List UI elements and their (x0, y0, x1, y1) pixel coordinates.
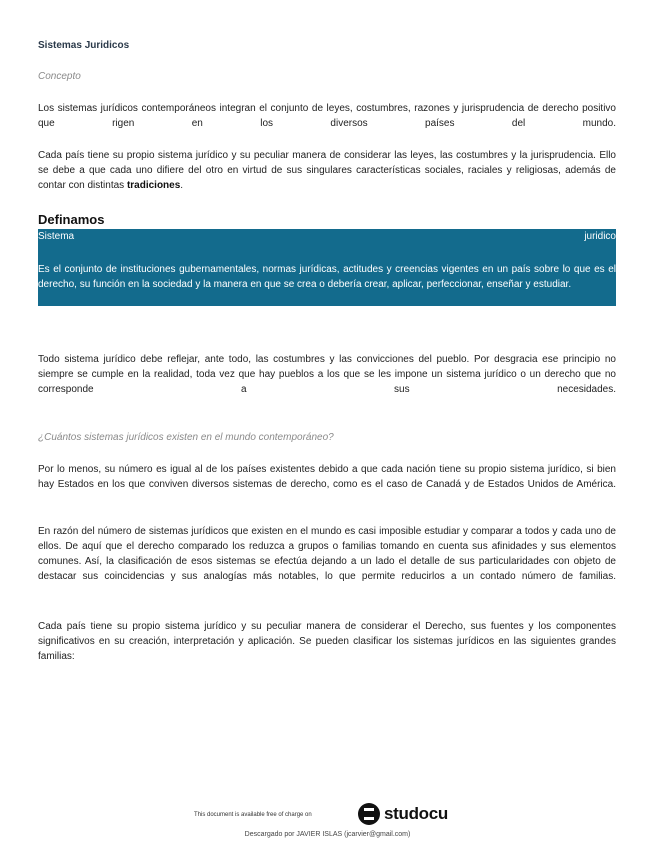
document-title: Sistemas Juridicos (38, 40, 130, 51)
paragraph-3: Todo sistema jurídico debe reflejar, ante todo, las costumbres y las convicciones del pueblo. Por desgracia ese principio no siempre se cumple en la realidad, toda vez que hay pueblos a los que se les impone un sistema jurídico o un derecho que no corresponde a sus necesidades. (38, 354, 616, 395)
studocu-logo[interactable] (358, 803, 448, 825)
downloaded-by-text: Descargado por JAVIER ISLAS (jcarvier@gmail.com) (244, 831, 411, 838)
definition-band (38, 229, 616, 306)
paragraph-4: Por lo menos, su número es igual al de los países existentes debido a que cada nación tiene su propio sistema jurídico, si bien hay Estados en los que conviven diversos sistemas de derecho, como es el caso de Canadá y de Estados Unidos de América. (38, 464, 616, 490)
band-definition-text: Es el conjunto de instituciones gubernamentales, normas jurídicas, actitudes y creencias vigentes en un país sobre lo que es el derecho, su función en la sociedad y la manera en que se crea o debería crear, aplicar, perfeccionar, enseñar y estudiar. (38, 264, 616, 290)
band-left-label: Sistema (38, 231, 75, 242)
question-heading: ¿Cuántos sistemas jurídicos existen en el mundo contemporáneo? (38, 432, 334, 443)
page-footer (0, 800, 655, 848)
studocu-logo-icon (358, 803, 380, 825)
concept-heading: Concepto (38, 71, 81, 82)
paragraph-2-end: . (180, 180, 184, 191)
paragraph-2-bold: tradiciones (126, 180, 181, 191)
definamos-heading: Definamos (38, 212, 105, 227)
paragraph-2 (38, 148, 616, 193)
studocu-brand: studocu (384, 804, 449, 823)
band-right-label: juridico (584, 231, 616, 242)
paragraph-6: Cada país tiene su propio sistema jurídico y su peculiar manera de considerar el Derecho, sus fuentes y los componentes significativos en su creación, interpretación y aplicación. Se pueden clasificar los sistemas jurídicos en las siguientes grandes familias: (38, 621, 616, 662)
band-title-row (38, 231, 616, 242)
paragraph-5: En razón del número de sistemas jurídicos que existen en el mundo es casi imposible estudiar y comparar a todos y cada uno de ellos. De aquí que el derecho comparado los reduzca a grupos o familias tomando en cuenta sus afinidades y sus elementos comunes. Así, la clasificación de esos sistemas se efectúa dejando a un lado el detalle de sus particularidades con objeto de destacar sus coincidencias y sus analogías más notables, lo que permite reducirlos a un contado número de familias. (38, 526, 616, 582)
paragraph-1: Los sistemas jurídicos contemporáneos integran el conjunto de leyes, costumbres, razones y jurisprudencia de derecho positivo que rigen en los diversos países del mundo. (38, 103, 616, 129)
availability-text: This document is available free of charge on (194, 812, 312, 818)
paragraph-2-text: Cada país tiene su propio sistema jurídico y su peculiar manera de considerar las leyes, las costumbres y la jurisprudencia. Ello se debe a que cada uno difiere del otro en virtud de sus singulares características sociales, raciales y religiosas, además de contar con distintas (38, 150, 616, 191)
